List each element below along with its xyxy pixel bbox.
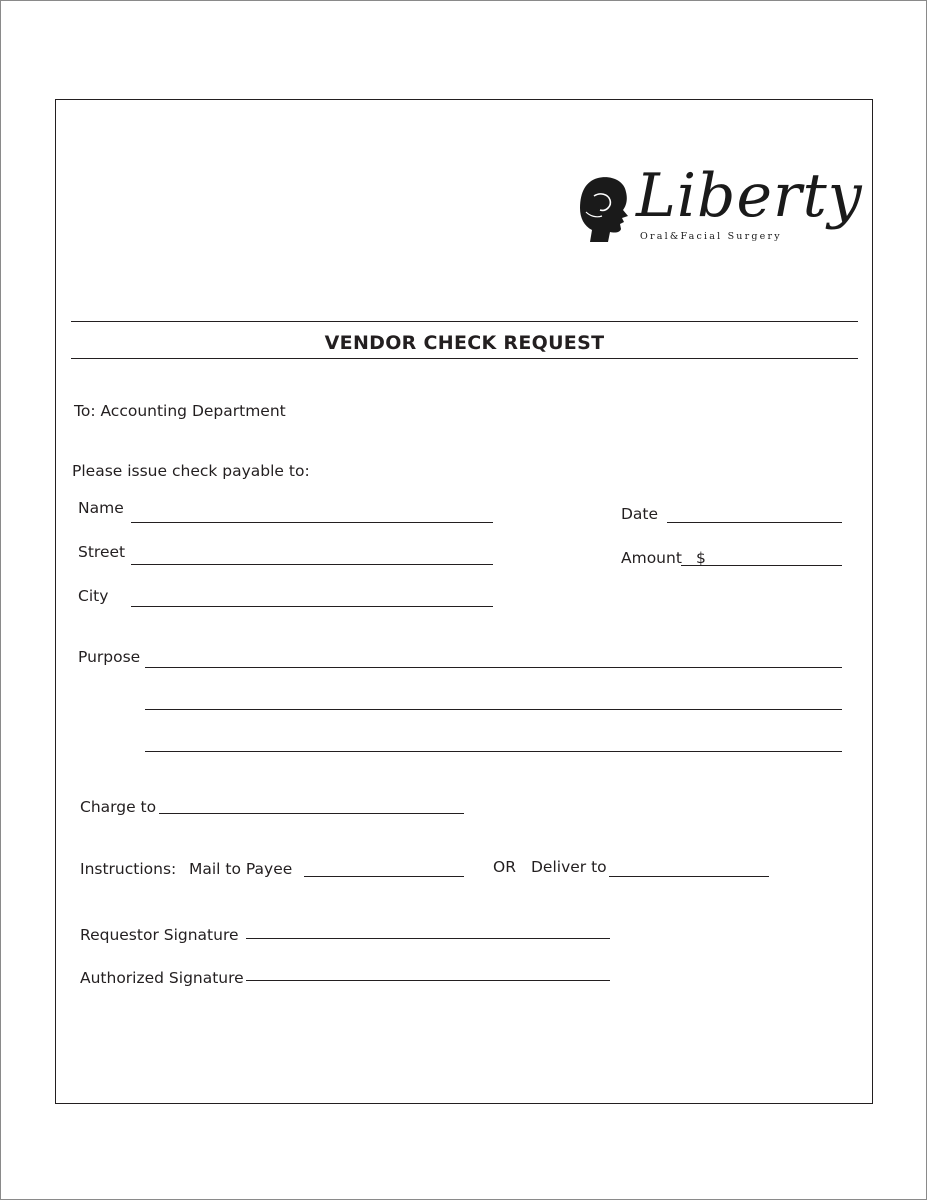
purpose-field-line-1[interactable] xyxy=(145,667,842,668)
charge-to-field[interactable] xyxy=(159,813,464,814)
street-field[interactable] xyxy=(131,564,493,565)
authorized-signature-label: Authorized Signature xyxy=(80,969,244,987)
amount-label: Amount xyxy=(621,549,682,567)
currency-symbol: $ xyxy=(696,549,706,567)
instructions-label: Instructions: xyxy=(80,860,177,878)
charge-to-label: Charge to xyxy=(80,798,157,816)
logo-wordmark: Liberty xyxy=(636,161,863,231)
or-label: OR xyxy=(493,858,516,876)
date-field[interactable] xyxy=(667,522,842,523)
city-label: City xyxy=(78,587,109,605)
mail-to-payee-label: Mail to Payee xyxy=(189,860,293,878)
deliver-to-field[interactable] xyxy=(609,876,769,877)
to-line: To: Accounting Department xyxy=(74,402,286,420)
date-label: Date xyxy=(621,505,659,523)
city-field[interactable] xyxy=(131,606,493,607)
name-label: Name xyxy=(78,499,124,517)
mail-to-payee-field[interactable] xyxy=(304,876,464,877)
name-field[interactable] xyxy=(131,522,493,523)
requestor-signature-field[interactable] xyxy=(246,938,610,939)
form-title: VENDOR CHECK REQUEST xyxy=(324,332,605,354)
amount-field[interactable] xyxy=(681,565,842,566)
deliver-to-label: Deliver to xyxy=(531,858,607,876)
logo-tagline: Oral&Facial Surgery xyxy=(640,231,782,242)
authorized-signature-field[interactable] xyxy=(246,980,610,981)
title-bottom-rule xyxy=(71,358,858,359)
purpose-field-line-2[interactable] xyxy=(145,709,842,710)
purpose-field-line-3[interactable] xyxy=(145,751,842,752)
head-silhouette-icon xyxy=(578,176,634,246)
payable-prompt: Please issue check payable to: xyxy=(72,462,310,480)
requestor-signature-label: Requestor Signature xyxy=(80,926,239,944)
purpose-label: Purpose xyxy=(78,648,141,666)
title-top-rule xyxy=(71,321,858,322)
street-label: Street xyxy=(78,543,126,561)
liberty-logo xyxy=(578,161,863,256)
